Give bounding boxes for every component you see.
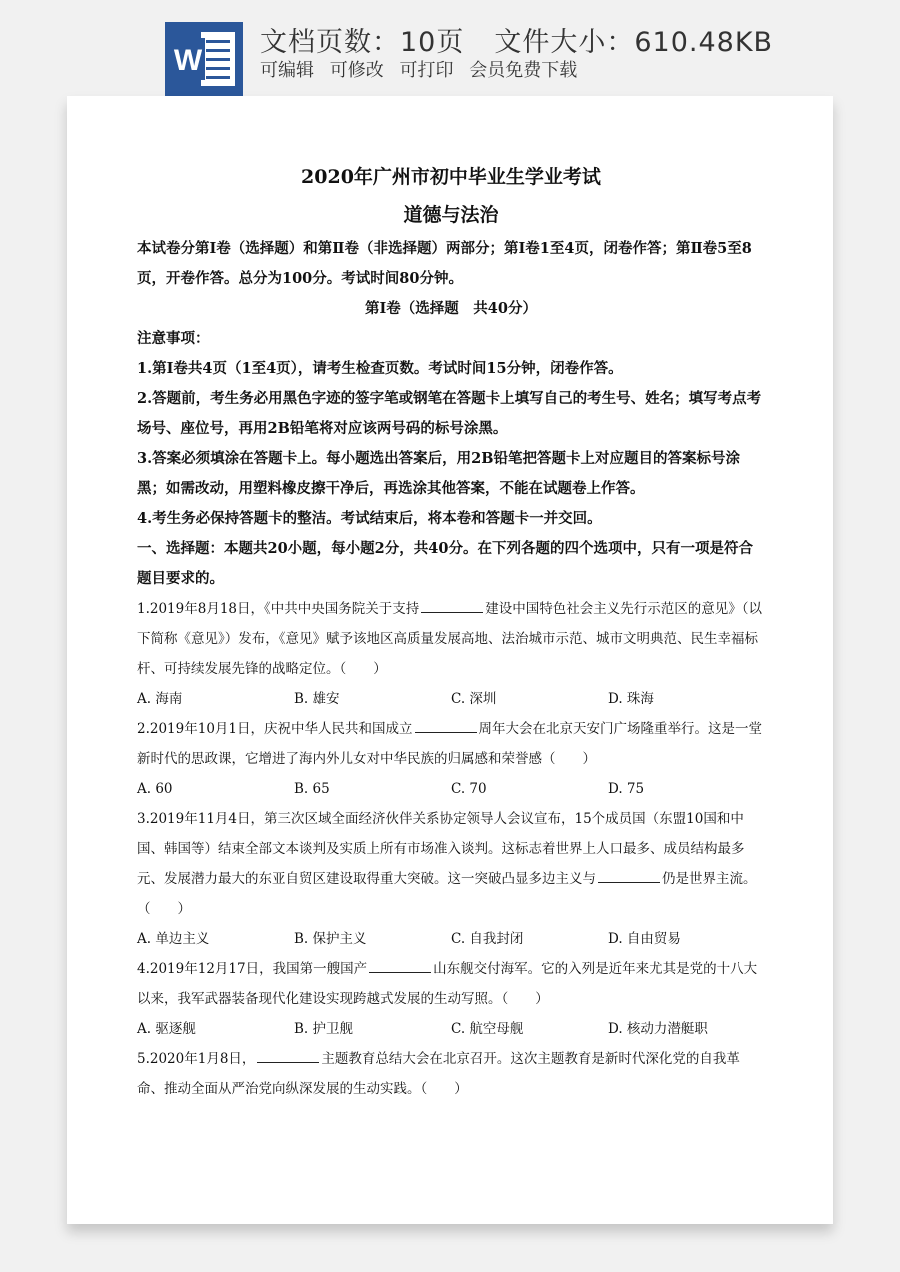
banner-title <box>260 20 773 59</box>
option-d: D. 珠海 <box>608 691 654 707</box>
exam-title: 2020年广州市初中毕业生学业考试 <box>301 166 601 188</box>
question-5 <box>137 1044 765 1104</box>
question-2 <box>137 714 765 774</box>
document-content <box>137 156 765 1104</box>
option-c: C. 深圳 <box>451 691 497 707</box>
word-icon-letter: W <box>173 44 203 77</box>
exam-intro: 本试卷分第Ⅰ卷（选择题）和第Ⅱ卷（非选择题）两部分；第Ⅰ卷1至4页，闭卷作答；第Ⅱ卷5至8页，开卷作答。总分为100分。考试时间80分钟。 <box>137 240 752 287</box>
question-text: 4.2019年12月17日，我国第一艘国产 <box>137 961 368 977</box>
file-size: 文件大小：610.48KB <box>494 27 774 58</box>
notice-item: 1.第Ⅰ卷共4页（1至4页），请考生检查页数。考试时间15分钟，闭卷作答。 <box>137 360 623 377</box>
download-banner <box>0 0 900 96</box>
question-text: 山东舰交付海军。它的入列是近年来尤其是党的十八大以来，我军武器装备现代化建设实现跨越式发展的生动写照。（ ） <box>137 961 758 1007</box>
document-page <box>67 96 833 1224</box>
question-text: 2.2019年10月1日，庆祝中华人民共和国成立 <box>137 721 413 737</box>
answer-blank <box>257 1048 319 1063</box>
answer-blank <box>369 958 431 973</box>
option-a: A. 单边主义 <box>137 931 210 947</box>
option-b: B. 保护主义 <box>294 931 367 947</box>
answer-blank <box>415 718 477 733</box>
option-a: A. 60 <box>137 781 173 797</box>
section-heading: 第Ⅰ卷（选择题 共40分） <box>365 300 537 317</box>
part-heading: 一、选择题：本题共20小题，每小题2分，共40分。在下列各题的四个选项中，只有一项是符合题目要求的。 <box>137 540 753 587</box>
question-1-options <box>137 684 765 714</box>
option-d: D. 核动力潜艇职 <box>608 1021 708 1037</box>
feature-member-download[interactable]: 会员免费下载 <box>469 60 578 81</box>
word-doc-icon <box>165 22 243 96</box>
option-c: C. 航空母舰 <box>451 1021 524 1037</box>
question-text: 5.2020年1月8日， <box>137 1051 256 1067</box>
question-4-options <box>137 1014 765 1044</box>
notice-item: 4.考生务必保持答题卡的整洁。考试结束后，将本卷和答题卡一并交回。 <box>137 510 602 527</box>
exam-subject: 道德与法治 <box>403 204 499 226</box>
answer-blank <box>598 868 660 883</box>
question-text: 仍是世界主流。（ ） <box>137 871 757 917</box>
question-text: 周年大会在北京天安门广场隆重举行。这是一堂新时代的思政课，它增进了海内外儿女对中华民族的归属感和荣誉感（ ） <box>137 721 763 767</box>
option-d: D. 自由贸易 <box>608 931 681 947</box>
option-b: B. 65 <box>294 781 330 797</box>
option-c: C. 70 <box>451 781 487 797</box>
question-text: 主题教育总结大会在北京召开。这次主题教育是新时代深化党的自我革命、推动全面从严治党向纵深发展的生动实践。（ ） <box>137 1051 740 1097</box>
question-2-options <box>137 774 765 804</box>
feature-modifiable: 可修改 <box>329 60 384 81</box>
option-c: C. 自我封闭 <box>451 931 524 947</box>
banner-features <box>260 56 587 82</box>
answer-blank <box>421 598 483 613</box>
question-text: 3.2019年11月4日，第三次区域全面经济伙伴关系协定领导人会议宣布，15个成员国（东盟10国和中国、韩国等）结束全部文本谈判及实质上所有市场准入谈判。这标志着世界上人口最多、成员结构最多元、发展潜力最大的东亚自贸区建设取得重大突破。这一突破凸显多边主义与 <box>137 811 745 887</box>
question-text: 建设中国特色社会主义先行示范区的意见》（以下简称《意见》）发布，《意见》赋予该地区高质量发展高地、法治城市示范、城市文明典范、民生幸福标杆、可持续发展先锋的战略定位。（ ） <box>137 601 763 677</box>
question-3 <box>137 804 765 924</box>
question-text: 1.2019年8月18日，《中共中央国务院关于支持 <box>137 601 420 617</box>
feature-editable: 可编辑 <box>260 60 314 81</box>
notice-item: 2.答题前，考生务必用黑色字迹的签字笔或钢笔在答题卡上填写自己的考生号、姓名；填写考点考场号、座位号，再用2B铅笔将对应该两号码的标号涂黑。 <box>137 390 762 437</box>
question-1 <box>137 594 765 684</box>
page-count: 文档页数：10页 <box>260 27 465 58</box>
notice-heading: 注意事项： <box>137 330 210 347</box>
option-a: A. 海南 <box>137 691 183 707</box>
question-4 <box>137 954 765 1014</box>
option-d: D. 75 <box>608 781 645 797</box>
option-b: B. 雄安 <box>294 691 340 707</box>
option-b: B. 护卫舰 <box>294 1021 354 1037</box>
question-3-options <box>137 924 765 954</box>
feature-printable: 可打印 <box>399 60 454 81</box>
notice-item: 3.答案必须填涂在答题卡上。每小题选出答案后，用2B铅笔把答题卡上对应题目的答案标号涂黑；如需改动，用塑料橡皮擦干净后，再选涂其他答案，不能在试题卷上作答。 <box>137 450 740 497</box>
option-a: A. 驱逐舰 <box>137 1021 196 1037</box>
